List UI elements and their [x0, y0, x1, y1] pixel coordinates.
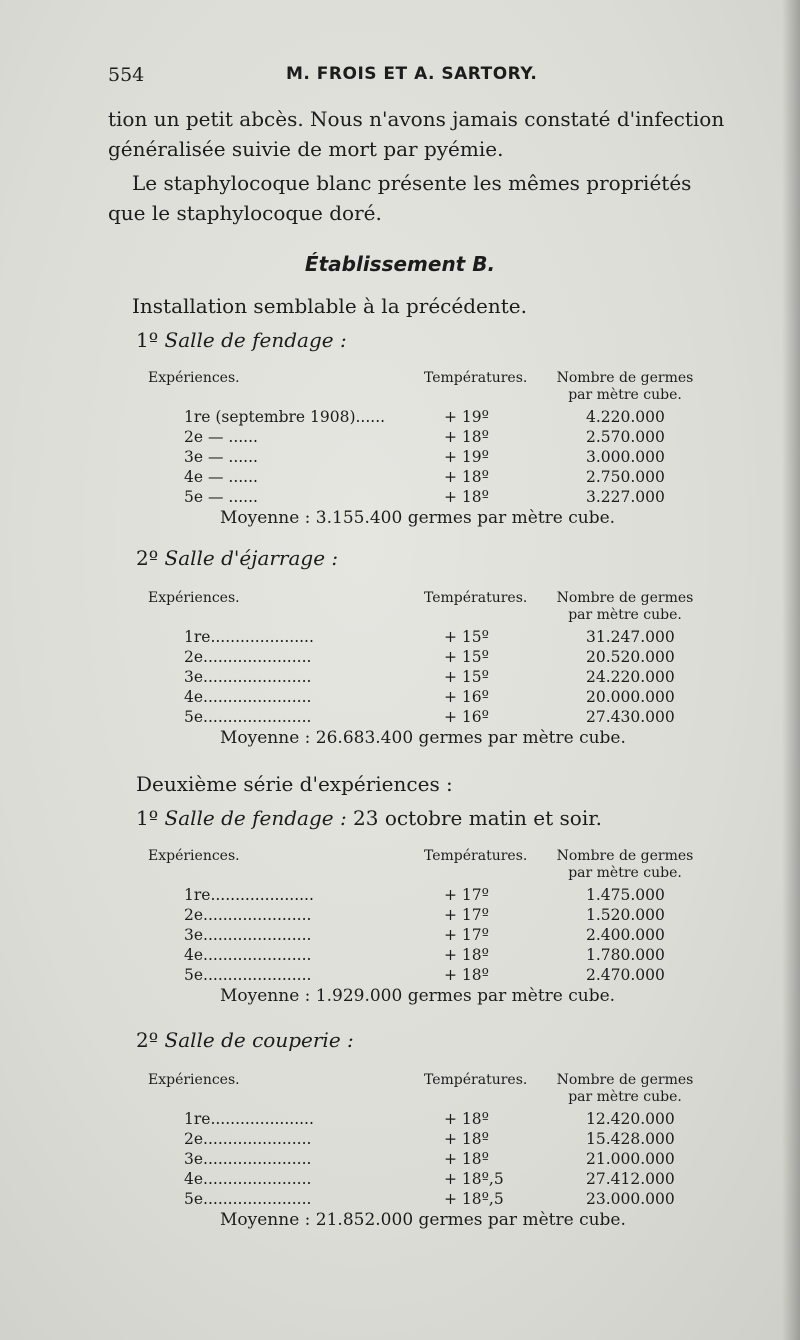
table-cell: + 18º [444, 1150, 489, 1168]
table-row [148, 688, 708, 708]
table-row [148, 648, 708, 668]
table-cell: 1.780.000 [586, 946, 665, 964]
table-cell: 4e...................... [184, 688, 312, 706]
table-cell: 3e...................... [184, 1150, 312, 1168]
table-cell: + 17º [444, 906, 489, 924]
page-header [108, 64, 728, 90]
table-cell: 27.412.000 [586, 1170, 675, 1188]
installation-line: Installation semblable à la précédente. [132, 294, 527, 318]
table-row [148, 448, 708, 468]
table-cell: 21.000.000 [586, 1150, 675, 1168]
table-cell: + 18º [444, 488, 489, 506]
table-row [148, 408, 708, 428]
intro-paragraph-1: tion un petit abcès. Nous n'avons jamais constaté d'infection généralisée suivie de mort par pyémie. [108, 107, 725, 161]
table-cell: 20.000.000 [586, 688, 675, 706]
table-cell: + 19º [444, 448, 489, 466]
table-1 [148, 370, 708, 530]
moyenne-line: Moyenne : 21.852.000 germes par mètre cube. [220, 1210, 626, 1230]
table-cell: + 15º [444, 668, 489, 686]
table-row [148, 428, 708, 448]
table-cell: 2e — ...... [184, 428, 258, 446]
table-cell: 4.220.000 [586, 408, 665, 426]
moyenne-line: Moyenne : 3.155.400 germes par mètre cube. [220, 508, 616, 528]
table-row [148, 488, 708, 508]
intro-paragraph-2: Le staphylocoque blanc présente les mêmes propriétés que le staphylocoque doré. [108, 171, 692, 225]
table-cell: 1re..................... [184, 1110, 314, 1128]
table-cell: 2e...................... [184, 648, 312, 666]
table-cell: + 18º [444, 468, 489, 486]
table-header: Expériences. Températures. Nombre de germes par mètre cube. [148, 370, 694, 403]
deuxieme-serie-heading: Deuxième série d'expériences : [136, 772, 453, 796]
table-row [148, 468, 708, 488]
table-row [148, 1130, 708, 1150]
table-header: Expériences. Températures. Nombre de germes par mètre cube. [148, 590, 694, 623]
table-row [148, 1190, 708, 1210]
table-cell: 3.000.000 [586, 448, 665, 466]
table-cell: 4e — ...... [184, 468, 258, 486]
moyenne-line: Moyenne : 1.929.000 germes par mètre cube. [220, 986, 616, 1006]
table-cell: 2.570.000 [586, 428, 665, 446]
table-cell: 24.220.000 [586, 668, 675, 686]
table-cell: + 17º [444, 926, 489, 944]
table-cell: 1re..................... [184, 628, 314, 646]
table-row [148, 668, 708, 688]
etablissement-heading: Établissement B. [304, 252, 496, 276]
table-cell: + 17º [444, 886, 489, 904]
section-3-title: 1º Salle de fendage : 23 octobre matin et soir. [136, 806, 602, 830]
table-cell: + 18º [444, 966, 489, 984]
table-cell: 3e...................... [184, 668, 312, 686]
table-cell: + 18º,5 [444, 1190, 504, 1208]
table-row [148, 1150, 708, 1170]
section-4-title: 2º Salle de couperie : [136, 1028, 354, 1052]
table-row [148, 886, 708, 906]
table-cell: 2e...................... [184, 906, 312, 924]
table-cell: 12.420.000 [586, 1110, 675, 1128]
table-cell: + 18º [444, 946, 489, 964]
table-cell: + 18º,5 [444, 1170, 504, 1188]
table-row [148, 1170, 708, 1190]
table-cell: + 16º [444, 688, 489, 706]
table-cell: 5e...................... [184, 966, 312, 984]
table-row [148, 926, 708, 946]
table-cell: 4e...................... [184, 946, 312, 964]
table-cell: 2.400.000 [586, 926, 665, 944]
table-3 [148, 848, 708, 1008]
table-row [148, 1110, 708, 1130]
table-row [148, 966, 708, 986]
table-row [148, 906, 708, 926]
table-cell: + 18º [444, 1110, 489, 1128]
table-cell: 27.430.000 [586, 708, 675, 726]
moyenne-line: Moyenne : 26.683.400 germes par mètre cube. [220, 728, 626, 748]
table-cell: 3e...................... [184, 926, 312, 944]
table-header: Expériences. Températures. Nombre de germes par mètre cube. [148, 1072, 694, 1105]
table-cell: 1re..................... [184, 886, 314, 904]
table-cell: 3e — ...... [184, 448, 258, 466]
table-cell: 20.520.000 [586, 648, 675, 666]
table-cell: 5e...................... [184, 1190, 312, 1208]
table-cell: 4e...................... [184, 1170, 312, 1188]
table-header: Expériences. Températures. Nombre de germes par mètre cube. [148, 848, 694, 881]
table-cell: + 16º [444, 708, 489, 726]
table-cell: 5e — ...... [184, 488, 258, 506]
table-cell: + 15º [444, 628, 489, 646]
table-cell: 15.428.000 [586, 1130, 675, 1148]
section-2-title: 2º Salle d'éjarrage : [136, 546, 339, 570]
table-2 [148, 590, 708, 750]
table-cell: 1.475.000 [586, 886, 665, 904]
table-cell: 3.227.000 [586, 488, 665, 506]
table-cell: 23.000.000 [586, 1190, 675, 1208]
table-cell: 2.470.000 [586, 966, 665, 984]
table-cell: + 15º [444, 648, 489, 666]
table-row [148, 708, 708, 728]
running-head: M. FROIS ET A. SARTORY. [286, 64, 538, 84]
table-4 [148, 1072, 708, 1232]
table-row [148, 946, 708, 966]
table-cell: 2.750.000 [586, 468, 665, 486]
table-cell: + 18º [444, 1130, 489, 1148]
table-cell: 1.520.000 [586, 906, 665, 924]
table-cell: 2e...................... [184, 1130, 312, 1148]
table-cell: + 19º [444, 408, 489, 426]
table-cell: 1re (septembre 1908)...... [184, 408, 386, 426]
section-1-title: 1º Salle de fendage : [136, 328, 347, 352]
table-cell: + 18º [444, 428, 489, 446]
table-row [148, 628, 708, 648]
page-number: 554 [108, 64, 145, 86]
table-cell: 5e...................... [184, 708, 312, 726]
table-cell: 31.247.000 [586, 628, 675, 646]
page-edge-shadow [782, 0, 800, 1340]
